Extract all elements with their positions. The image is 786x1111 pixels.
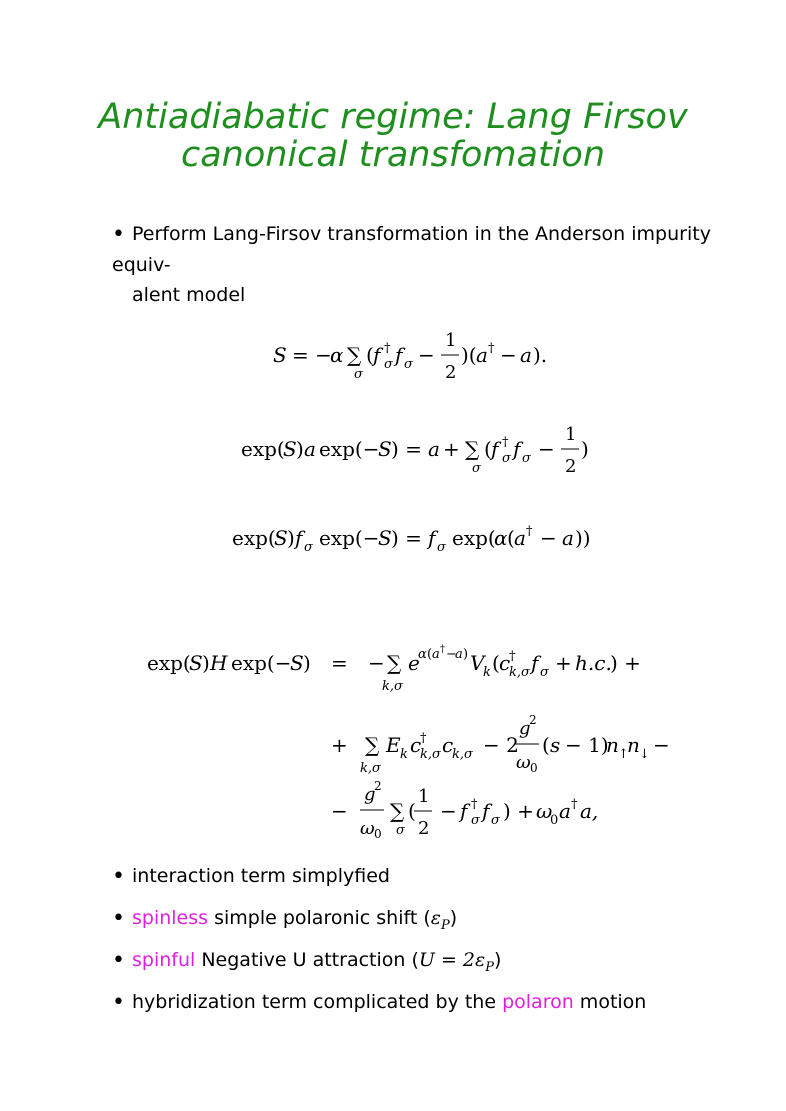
svg-text:S: S bbox=[290, 651, 304, 675]
svg-text:a: a bbox=[455, 647, 463, 662]
svg-text:a: a bbox=[562, 526, 574, 550]
svg-text:exp(−: exp(− bbox=[319, 437, 380, 461]
svg-text:) +: ) + bbox=[610, 651, 641, 675]
svg-text:0: 0 bbox=[530, 761, 538, 775]
svg-text:=: = bbox=[331, 651, 348, 675]
equation-4-lhs bbox=[147, 651, 348, 675]
svg-text:(: ( bbox=[492, 651, 500, 675]
svg-text:S: S bbox=[189, 651, 203, 675]
svg-text:a: a bbox=[432, 647, 440, 662]
svg-text:+: + bbox=[443, 437, 460, 461]
svg-text:) +: ) + bbox=[503, 799, 534, 823]
svg-text:exp(: exp( bbox=[241, 437, 285, 461]
svg-text:†: † bbox=[420, 731, 427, 746]
equation-2 bbox=[241, 424, 589, 477]
svg-text:(: ( bbox=[408, 799, 416, 823]
svg-text:n: n bbox=[627, 733, 640, 757]
bullet-dot: • bbox=[112, 990, 125, 1015]
svg-text:2: 2 bbox=[445, 362, 457, 383]
svg-text:σ: σ bbox=[396, 823, 405, 838]
svg-text:exp(: exp( bbox=[147, 651, 191, 675]
svg-text:σ: σ bbox=[384, 357, 393, 372]
equation-4-line-1 bbox=[368, 644, 641, 694]
svg-text:↑: ↑ bbox=[618, 747, 629, 762]
svg-text:σ: σ bbox=[404, 357, 413, 372]
bullet-item-1: • interaction term simplyfied bbox=[112, 861, 752, 903]
svg-text:exp(: exp( bbox=[452, 526, 496, 550]
svg-text:(: ( bbox=[542, 733, 550, 757]
svg-text:†: † bbox=[502, 435, 509, 450]
svg-text:e: e bbox=[408, 651, 420, 675]
svg-text:g: g bbox=[519, 718, 531, 739]
svg-text:σ: σ bbox=[540, 665, 549, 680]
highlight-spinful: spinful bbox=[132, 949, 196, 971]
svg-text:−: − bbox=[446, 647, 457, 662]
svg-text:f: f bbox=[482, 799, 490, 823]
svg-text:) =: ) = bbox=[391, 526, 422, 550]
svg-text:f: f bbox=[295, 526, 303, 550]
svg-text:0: 0 bbox=[374, 827, 382, 840]
svg-text:exp(: exp( bbox=[232, 526, 276, 550]
svg-text:2: 2 bbox=[374, 779, 382, 793]
svg-text:ω: ω bbox=[516, 752, 531, 773]
svg-text:h.c.: h.c. bbox=[575, 651, 612, 675]
svg-text:a: a bbox=[520, 343, 532, 367]
svg-text:−: − bbox=[368, 651, 385, 675]
svg-text:c: c bbox=[442, 733, 454, 757]
svg-text:) =: ) = bbox=[391, 437, 422, 461]
svg-text:k: k bbox=[483, 665, 491, 680]
svg-text:σ: σ bbox=[437, 540, 446, 555]
svg-text:f: f bbox=[531, 651, 539, 675]
svg-text:(: ( bbox=[366, 343, 374, 367]
equation-1 bbox=[273, 330, 547, 383]
svg-text:†: † bbox=[509, 649, 516, 664]
svg-text:S: S bbox=[283, 437, 297, 461]
svg-text:exp(−: exp(− bbox=[319, 526, 380, 550]
svg-text:ω: ω bbox=[360, 818, 375, 839]
svg-text:−: − bbox=[418, 343, 435, 367]
svg-text:−: − bbox=[538, 437, 555, 461]
svg-text:1: 1 bbox=[418, 786, 430, 807]
svg-text:†: † bbox=[471, 797, 478, 812]
svg-text:σ: σ bbox=[491, 813, 500, 828]
svg-text:a: a bbox=[476, 343, 488, 367]
svg-text:σ: σ bbox=[471, 813, 480, 828]
svg-text:(: ( bbox=[484, 437, 492, 461]
bullet-item-3: • spinful Negative U attraction $(U = 2\varepsilon_P)$ bbox=[112, 948, 502, 975]
svg-text:k,σ: k,σ bbox=[382, 679, 403, 694]
equation-3 bbox=[232, 524, 591, 555]
svg-text:(: ( bbox=[507, 526, 515, 550]
bullet-list bbox=[112, 861, 752, 1029]
svg-text:−: − bbox=[500, 343, 517, 367]
svg-text:−: − bbox=[653, 733, 670, 757]
svg-text:∑: ∑ bbox=[465, 437, 480, 461]
svg-text:2: 2 bbox=[418, 818, 430, 839]
svg-text:f: f bbox=[428, 526, 436, 550]
svg-text:k,σ: k,σ bbox=[509, 665, 530, 680]
svg-text:1: 1 bbox=[565, 424, 577, 445]
svg-text:n: n bbox=[606, 733, 619, 757]
svg-text:)): )) bbox=[575, 526, 591, 550]
svg-text:k,σ: k,σ bbox=[420, 747, 441, 762]
svg-text:†: † bbox=[440, 644, 445, 655]
bullet-dot: • bbox=[112, 906, 125, 931]
svg-text:c: c bbox=[499, 651, 511, 675]
svg-text:S: S bbox=[273, 343, 287, 367]
svg-text:): ) bbox=[463, 647, 469, 662]
svg-text:1: 1 bbox=[445, 330, 457, 351]
svg-text:H: H bbox=[210, 651, 228, 675]
svg-text:†: † bbox=[384, 341, 391, 356]
svg-text:S: S bbox=[378, 437, 392, 461]
svg-text:E: E bbox=[386, 733, 401, 757]
svg-text:∑: ∑ bbox=[365, 733, 380, 757]
svg-text:k,σ: k,σ bbox=[360, 761, 381, 776]
svg-text:(: ( bbox=[427, 647, 433, 662]
svg-text:S: S bbox=[378, 526, 392, 550]
svg-text:σ: σ bbox=[502, 451, 511, 466]
svg-text:−: − bbox=[540, 526, 557, 550]
svg-text:2: 2 bbox=[565, 456, 577, 477]
svg-text:): ) bbox=[303, 651, 311, 675]
svg-text:k: k bbox=[400, 747, 408, 762]
bullet-item-2: • spinless simple polaronic shift $(\varepsilon_P)$ bbox=[112, 906, 458, 933]
svg-text:+: + bbox=[331, 733, 348, 757]
svg-text:).: ). bbox=[533, 343, 548, 367]
svg-text:): ) bbox=[202, 651, 210, 675]
svg-text:): ) bbox=[296, 437, 304, 461]
svg-text:= −: = − bbox=[292, 343, 332, 367]
svg-text:ω: ω bbox=[536, 799, 553, 823]
svg-text:a: a bbox=[304, 437, 316, 461]
svg-text:V: V bbox=[470, 651, 485, 675]
svg-text:σ: σ bbox=[354, 367, 363, 382]
svg-text:f: f bbox=[513, 437, 521, 461]
svg-text:σ: σ bbox=[522, 451, 531, 466]
svg-text:g: g bbox=[364, 784, 376, 805]
svg-text:†: † bbox=[488, 341, 495, 356]
svg-text:− 1): − 1) bbox=[565, 733, 609, 757]
svg-text:a,: a, bbox=[580, 799, 599, 823]
equation-4-line-2 bbox=[331, 713, 670, 776]
svg-text:−: − bbox=[440, 799, 457, 823]
svg-text:α: α bbox=[330, 343, 344, 367]
svg-text:s: s bbox=[550, 733, 561, 757]
svg-text:†: † bbox=[526, 524, 533, 539]
svg-text:− 2: − 2 bbox=[483, 733, 519, 757]
svg-text:): ) bbox=[287, 526, 295, 550]
svg-text:0: 0 bbox=[550, 813, 559, 828]
svg-text:+: + bbox=[555, 651, 572, 675]
svg-text:exp(−: exp(− bbox=[231, 651, 292, 675]
svg-text:†: † bbox=[571, 797, 578, 812]
svg-text:↓: ↓ bbox=[639, 747, 650, 762]
highlight-spinless: spinless bbox=[132, 907, 209, 929]
intro-line-2: alent model bbox=[132, 284, 246, 306]
svg-text:S: S bbox=[274, 526, 288, 550]
svg-text:)(: )( bbox=[461, 343, 477, 367]
svg-text:α: α bbox=[418, 647, 427, 662]
svg-text:a: a bbox=[559, 799, 571, 823]
bullet-dot: • bbox=[112, 948, 125, 973]
svg-text:f: f bbox=[491, 437, 499, 461]
svg-text:a: a bbox=[428, 437, 440, 461]
svg-text:k,σ: k,σ bbox=[452, 747, 473, 762]
svg-text:): ) bbox=[581, 437, 589, 461]
svg-text:f: f bbox=[395, 343, 403, 367]
svg-text:σ: σ bbox=[304, 540, 313, 555]
svg-text:c: c bbox=[410, 733, 422, 757]
highlight-polaron: polaron bbox=[502, 991, 574, 1013]
bullet-dot: • bbox=[112, 222, 125, 247]
svg-text:∑: ∑ bbox=[390, 799, 405, 823]
title-line-2: canonical transfomation bbox=[180, 135, 606, 175]
svg-text:α: α bbox=[494, 526, 508, 550]
bullet-item-4: • hybridization term complicated by the polaron motion bbox=[112, 987, 752, 1029]
svg-text:a: a bbox=[514, 526, 526, 550]
bullet-dot: • bbox=[112, 864, 125, 889]
svg-text:∑: ∑ bbox=[347, 343, 362, 367]
svg-text:∑: ∑ bbox=[387, 651, 402, 675]
svg-text:f: f bbox=[460, 799, 468, 823]
equation-4-line-3 bbox=[331, 779, 598, 840]
svg-text:σ: σ bbox=[472, 461, 481, 476]
svg-text:2: 2 bbox=[529, 713, 537, 727]
svg-text:−: − bbox=[331, 799, 348, 823]
svg-text:f: f bbox=[373, 343, 381, 367]
intro-line-1: Perform Lang-Firsov transformation in the Anderson impurity equiv- bbox=[112, 223, 711, 276]
title-line-1: Antiadiabatic regime: Lang Firsov bbox=[98, 97, 688, 137]
